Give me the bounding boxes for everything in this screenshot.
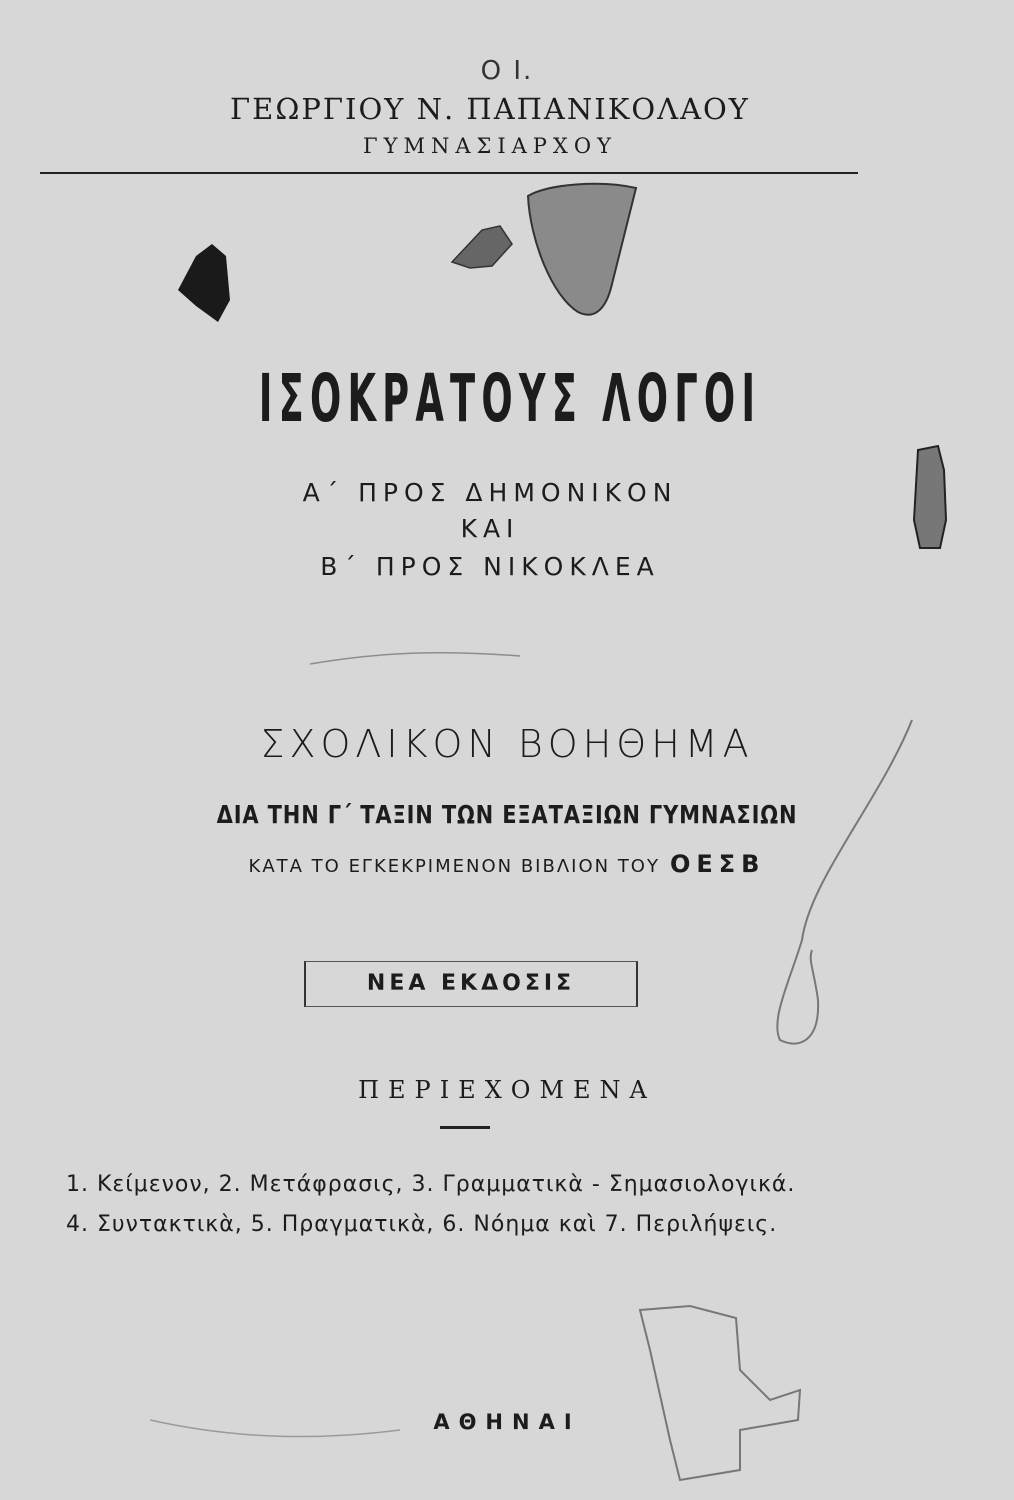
class-line: ΔΙΑ ΤΗΝ Γ΄ ΤΑΞΙΝ ΤΩΝ ΕΞΑΤΑΞΙΩΝ ΓΥΜΝΑΣΙΩΝ xyxy=(216,800,798,829)
subtitle-line-1: Α΄ ΠΡΟΣ ΔΗΜΟΝΙΚΟΝ xyxy=(302,478,678,507)
pencil-shaded-shape xyxy=(528,184,636,315)
pencil-line-right xyxy=(777,720,912,1044)
series-fragment: Ο Ι. xyxy=(480,56,534,86)
subtitle-line-2: ΚΑΙ xyxy=(460,514,520,543)
contents-line-2: 4. Συντακτικὰ, 5. Πραγματικὰ, 6. Νόημα καὶ 7. Περιλήψεις. xyxy=(66,1212,778,1237)
subtitle-line-3: Β΄ ΠΡΟΣ ΝΙΚΟΚΛΕΑ xyxy=(320,552,660,581)
ink-blot xyxy=(178,244,230,322)
header-rule xyxy=(40,172,858,174)
pencil-stroke-middle xyxy=(310,653,520,664)
pencil-scribble-small xyxy=(452,226,512,268)
author-name: ΓΕΩΡΓΙΟΥ Ν. ΠΑΠΑΝΙΚΟΛΑΟΥ xyxy=(230,92,750,126)
edition-box: ΝΕΑ ΕΚΔΟΣΙΣ xyxy=(304,961,638,1007)
contents-heading: ΠΕΡΙΕΧΟΜΕΝΑ xyxy=(358,1076,656,1104)
approved-book-text: ΚΑΤΑ ΤΟ ΕΓΚΕΚΡΙΜΕΝΟΝ ΒΙΒΛΙΟΝ ΤΟΥ xyxy=(248,856,660,877)
contents-rule xyxy=(440,1126,490,1129)
school-aid-heading: ΣΧΟΛΙΚΟΝ ΒΟΗΘΗΜΑ xyxy=(260,722,754,766)
publisher-abbreviation: ΟΕΣΒ xyxy=(669,850,766,878)
contents-line-1: 1. Κείμενον, 2. Μετάφρασις, 3. Γραμματικὰ - Σημασιολογικά. xyxy=(66,1172,796,1197)
approved-book-line xyxy=(0,850,1014,878)
pencil-figure-bottom xyxy=(640,1306,800,1480)
book-title: ΙΣΟΚΡΑΤΟΥΣ ΛΟΓΟΙ xyxy=(258,360,762,437)
publication-place: ΑΘΗΝΑΙ xyxy=(433,1410,581,1434)
author-role: ΓΥΜΝΑΣΙΑΡΧΟΥ xyxy=(363,134,617,158)
